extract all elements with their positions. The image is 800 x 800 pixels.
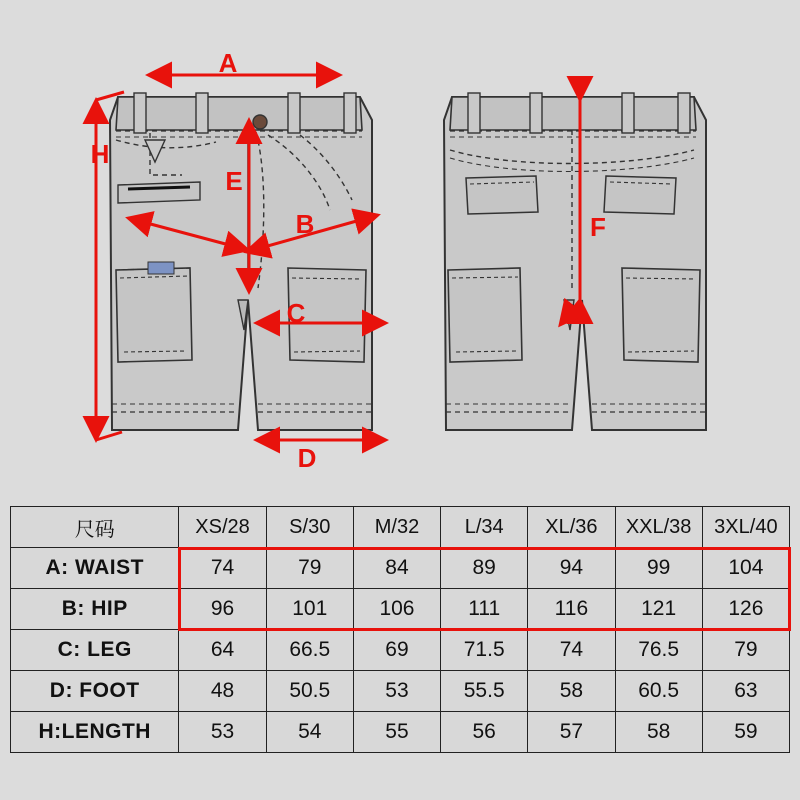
table-row-waist	[11, 548, 790, 589]
row-label-waist: A: WAIST	[11, 548, 179, 589]
table-row-hip	[11, 589, 790, 630]
cell-foot-xxl38: 60.5	[615, 671, 702, 712]
shorts-back-view	[444, 93, 706, 430]
cell-foot-m32: 53	[353, 671, 440, 712]
header-size: 尺码	[11, 507, 179, 548]
table-row-foot	[11, 671, 790, 712]
measure-label-E: E	[225, 166, 243, 196]
cell-length-s30: 54	[266, 712, 353, 753]
header-xs28: XS/28	[179, 507, 266, 548]
header-3xl40: 3XL/40	[702, 507, 789, 548]
table-row-length	[11, 712, 790, 753]
cell-length-l34: 56	[441, 712, 528, 753]
size-table	[10, 506, 790, 753]
table-row-leg	[11, 630, 790, 671]
cell-foot-xl36: 58	[528, 671, 615, 712]
row-label-foot: D: FOOT	[11, 671, 179, 712]
cell-hip-3xl40: 126	[702, 589, 789, 630]
measure-label-H: H	[90, 139, 110, 169]
row-label-leg: C: LEG	[11, 630, 179, 671]
cell-hip-s30: 101	[266, 589, 353, 630]
table-header	[11, 507, 790, 548]
header-xxl38: XXL/38	[615, 507, 702, 548]
cell-hip-xs28: 96	[179, 589, 266, 630]
cell-leg-3xl40: 79	[702, 630, 789, 671]
cell-length-m32: 55	[353, 712, 440, 753]
cell-foot-xs28: 48	[179, 671, 266, 712]
header-s30: S/30	[266, 507, 353, 548]
cell-hip-m32: 106	[353, 589, 440, 630]
cell-waist-xxl38: 99	[615, 548, 702, 589]
cell-waist-s30: 79	[266, 548, 353, 589]
cell-hip-xxl38: 121	[615, 589, 702, 630]
cell-leg-xs28: 64	[179, 630, 266, 671]
cell-foot-l34: 55.5	[441, 671, 528, 712]
shorts-front-view	[110, 93, 372, 430]
measure-label-C: C	[286, 298, 306, 328]
size-table-container	[10, 506, 790, 753]
cell-leg-m32: 69	[353, 630, 440, 671]
header-xl36: XL/36	[528, 507, 615, 548]
header-l34: L/34	[441, 507, 528, 548]
cell-leg-xl36: 74	[528, 630, 615, 671]
cell-length-3xl40: 59	[702, 712, 789, 753]
row-label-hip: B: HIP	[11, 589, 179, 630]
cell-foot-3xl40: 63	[702, 671, 789, 712]
row-label-length: H:LENGTH	[11, 712, 179, 753]
cell-waist-3xl40: 104	[702, 548, 789, 589]
cell-length-xs28: 53	[179, 712, 266, 753]
cell-hip-xl36: 116	[528, 589, 615, 630]
cell-length-xxl38: 58	[615, 712, 702, 753]
measure-label-F: F	[590, 212, 606, 242]
measure-label-A: A	[218, 48, 238, 78]
cell-hip-l34: 111	[441, 589, 528, 630]
table-body	[11, 548, 790, 753]
cell-waist-m32: 84	[353, 548, 440, 589]
table-header-row	[11, 507, 790, 548]
cell-leg-s30: 66.5	[266, 630, 353, 671]
cell-waist-xl36: 94	[528, 548, 615, 589]
header-m32: M/32	[353, 507, 440, 548]
cell-waist-l34: 89	[441, 548, 528, 589]
measure-label-D: D	[297, 443, 317, 473]
cell-waist-xs28: 74	[179, 548, 266, 589]
measure-label-B: B	[295, 209, 315, 239]
cell-leg-xxl38: 76.5	[615, 630, 702, 671]
cell-foot-s30: 50.5	[266, 671, 353, 712]
cell-length-xl36: 57	[528, 712, 615, 753]
cell-leg-l34: 71.5	[441, 630, 528, 671]
